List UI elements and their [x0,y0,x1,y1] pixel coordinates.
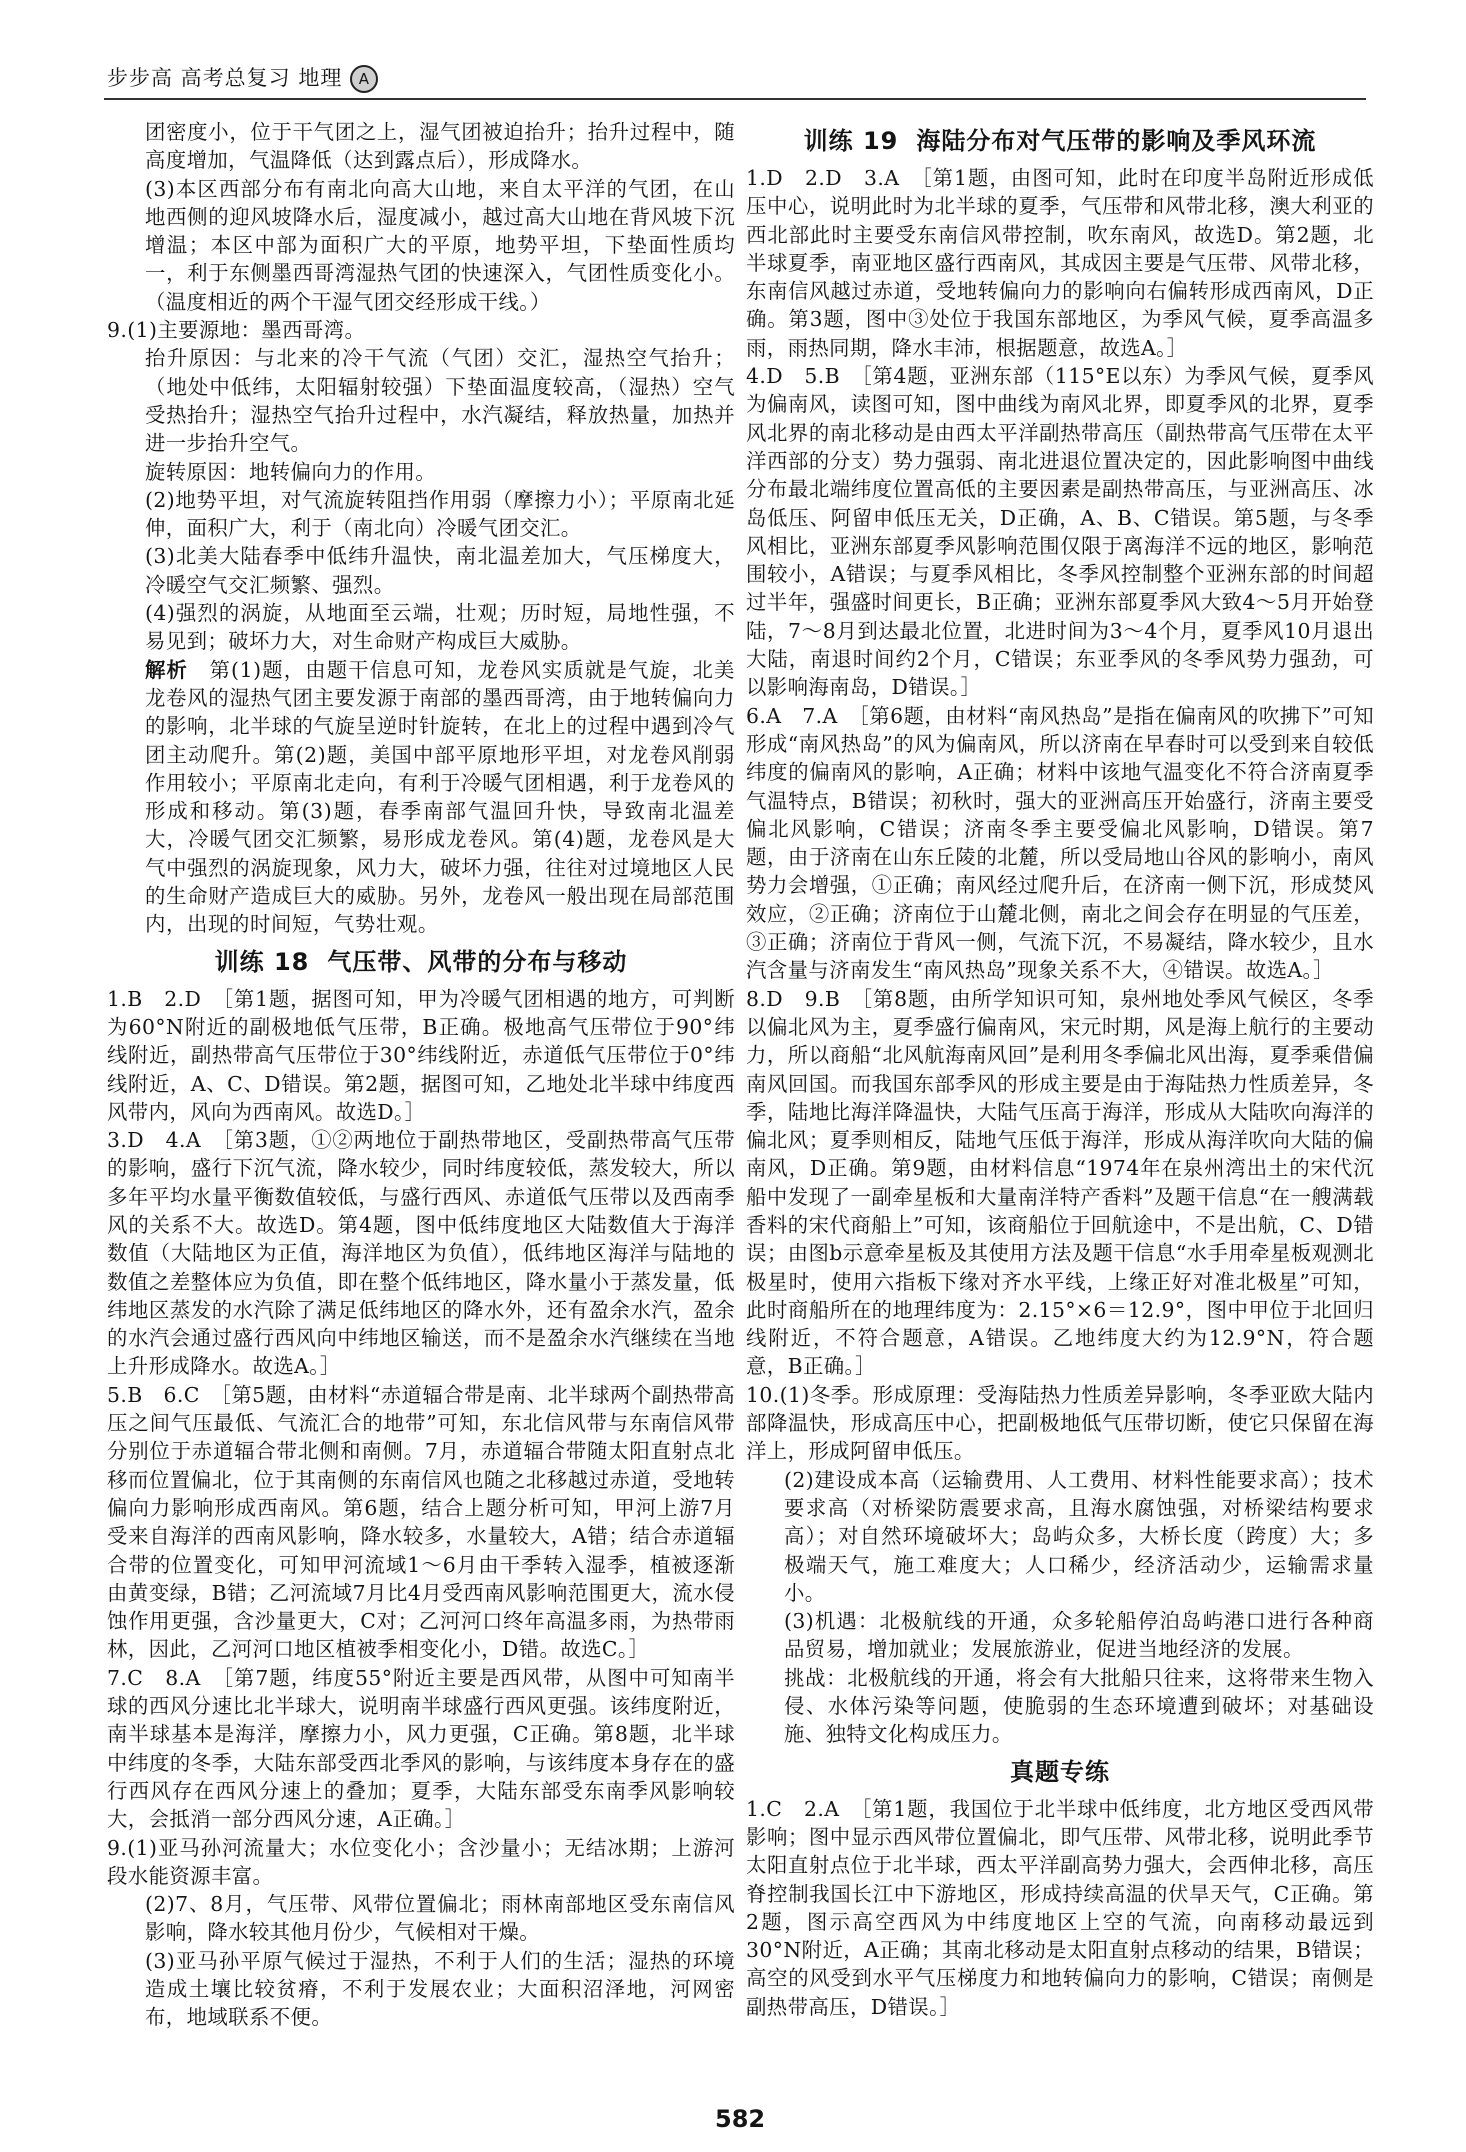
answer-item: 4.D 5.B ［第4题，亚洲东部（115°E以东）为季风气候，夏季风为偏南风，读图可知，图中曲线为南风北界，即夏季风的北界，夏季风北界的南北移动是由西太平洋副热带高压（副热带高气压带在太平洋西部的分支）势力强弱、南北进退位置决定的，因此影响图中曲线分布最北端纬度位置高低的主要因素是副热带高压，与亚洲高压、冰岛低压、阿留申低压无关，D正确，A、B、C错误。第5题，与冬季风相比，亚洲东部夏季风影响范围仅限于离海洋不远的地区，影响范围较小，A错误；与夏季风相比，冬季风控制整个亚洲东部的时间超过半年，强盛时间更长，B正确；亚洲东部夏季风大致4～5月开始登陆，7～8月到达最北位置，北进时间为3～4个月，夏季风10月退出大陆，南退时间约2个月，C错误；东亚季风的冬季风势力强劲，可以影响海南岛，D错误。］ [746,364,1374,700]
answer-item: 9.(1)亚马孙河流量大；水位变化小；含沙量小；无结冰期；上游河段水能资源丰富。 [107,1835,735,1888]
answer-item: 10.(1)冬季。形成原理：受海陆热力性质差异影响，冬季亚欧大陆内部降温快，形成高压中心，把副极地低气压带切断，使它只保留在海洋上，形成阿留申低压。 [746,1382,1374,1464]
answer-item: 9.(1)主要源地：墨西哥湾。 [107,318,366,343]
answer-item: 1.D 2.D 3.A ［第1题，由图可知，此时在印度半岛附近形成低压中心，说明此时为北半球的夏季，气压带和风带北移，澳大利亚的西北部此时主要受东南信风带控制，吹东南风，故选D。第2题，北半球夏季，南亚地区盛行西南风，其成因主要是气压带、风带北移，东南信风越过赤道，受地转偏向力的影响向右偏转形成西南风，D正确。第3题，图中③处位于我国东部地区，为季风气候，夏季高温多雨，雨热同期，降水丰沛，根据题意，故选A。］ [746,166,1374,360]
answer-item: 3.D 4.A ［第3题，①②两地位于副热带地区，受副热带高气压带的影响，盛行下沉气流，降水较少，同时纬度较低，蒸发较大，所以多年平均水量平衡数值较低，与盛行西风、赤道低气压带以及西南季风的关系不大。故选D。第4题，图中低纬度地区大陆数值大于海洋数值（大陆地区为正值，海洋地区为负值），低纬地区海洋与陆地的数值之差整体应为负值，即在整个低纬地区，降水量小于蒸发量，低纬地区蒸发的水汽除了满足低纬地区的降水外，还有盈余水汽，盈余的水汽会通过盛行西风向中纬地区输送，而不是盈余水汽继续在当地上升形成降水。故选A。］ [107,1128,735,1379]
answer-item: 1.C 2.A ［第1题，我国位于北半球中低纬度，北方地区受西风带影响；图中显示西风带位置偏北，即气压带、风带北移，说明此季节太阳直射点位于北半球，西太平洋副高势力强大，会西伸北移，高压脊控制我国长江中下游地区，形成持续高温的伏旱天气，C正确。第2题，图示高空西风为中纬度地区上空的气流，向南移动最远到30°N附近，A正确；其南北移动是太阳直射点移动的结果，B错误；高空的风受到水平气压梯度力和地转偏向力的影响，C错误；南侧是副热带高压，D错误。］ [746,1796,1374,2019]
answer-item: 6.A 7.A ［第6题，由材料“南风热岛”是指在偏南风的吹拂下”可知形成“南风热岛”的风为偏南风，所以济南在早春时可以受到来自较低纬度的偏南风的影响，A正确；材料中该地气温变化不符合济南夏季气温特点，B错误；初秋时，强大的亚洲高压开始盛行，济南主要受偏北风影响，C错误；济南冬季主要受偏北风影响，D错误。第7题，由于济南在山东丘陵的北麓，所以受局地山谷风的影响小，南风势力会增强，①正确；南风经过爬升后，在济南一侧下沉，形成焚风效应，②正确；济南位于山麓北侧，南北之间会存在明显的气压差，③正确；济南位于背风一侧，气流下沉，不易凝结，降水较少，且水汽含量与济南发生“南风热岛”现象关系不大，④错误。故选A。］ [746,703,1374,983]
page-header [107,62,1367,102]
answer-subitem: 挑战：北极航线的开通，将会有大批船只往来，这将带来生物入侵、水体污染等问题，使脆弱的生态环境遭到破坏；对基础设施、独特文化构成压力。 [784,1665,1374,1747]
header-title: 步步高 高考总复习 地理 A [107,62,378,93]
section-heading [107,945,735,979]
answer-subitem: (4)强烈的涡旋，从地面至云端，壮观；历时短，局地性强，不易见到；破坏力大，对生命财产构成巨大威胁。 [145,601,735,654]
answer-item: 7.C 8.A ［第7题，纬度55°附近主要是西风带，从图中可知南半球的西风分速比北半球大，说明南半球盛行西风更强。该纬度附近，南半球基本是海洋，摩擦力小，风力更强，C正确。第8题，北半球中纬度的冬季，大陆东部受西北季风的影响，与该纬度本身存在的盛行西风存在西风分速上的叠加；夏季，大陆东部受东南季风影响较大，会抵消一部分西风分速，A正确。］ [107,1665,735,1832]
answer-item: 1.B 2.D ［第1题，据图可知，甲为冷暖气团相遇的地方，可判断为60°N附近的副极地低气压带，B正确。极地高气压带位于90°纬线附近，副热带高气压带位于30°纬线附近，赤道低气压带位于0°纬线附近，A、C、D错误。第2题，据图可知，乙地处北半球中纬度西风带内，风向为西南风。故选D。］ [107,986,735,1124]
edition-badge: A [350,65,378,93]
answer-subitem: (2)建设成本高（运输费用、人工费用、材料性能要求高）；技术要求高（对桥梁防震要求高，且海水腐蚀强，对桥梁结构要求高）；对自然环境破坏大；岛屿众多，大桥长度（跨度）大；多极端天气，施工难度大；人口稀少，经济活动少，运输需求量小。 [784,1467,1374,1605]
answer-subitem: 抬升原因：与北来的冷干气流（气团）交汇，湿热空气抬升；（地处中低纬，太阳辐射较强）下垫面温度较高，（湿热）空气受热抬升；湿热空气抬升过程中，水汽凝结，释放热量，加热并进一步抬升空气。 [145,346,735,456]
answer-subitem: 旋转原因：地转偏向力的作用。 [145,459,437,484]
section-heading [746,1755,1374,1789]
answer-subitem: 团密度小，位于干气团之上，湿气团被迫抬升；抬升过程中，随高度增加，气温降低（达到露点后），形成降水。 [145,120,735,173]
section-title: 气压带、风带的分布与移动 [327,947,628,976]
analysis-label: 解析 [145,657,189,682]
section-heading [746,124,1374,158]
header-rule [104,98,1366,100]
analysis-text: 第(1)题，由题干信息可知，龙卷风实质就是气旋，北美龙卷风的湿热气团主要发源于南部的墨西哥湾，由于地转偏向力的影响，北半球的气旋呈逆时针旋转，在北上的过程中遇到冷气团主动爬升。第(2)题，美国中部平原地形平坦，对龙卷风削弱作用较小；平原南北走向，有利于冷暖气团相遇，利于龙卷风的形成和移动。第(3)题，春季南部气温回升快，导致南北温差大，冷暖气团交汇频繁，易形成龙卷风。第(4)题，龙卷风是大气中强烈的涡旋现象，风力大，破坏力强，往往对过境地区人民的生命财产造成巨大的威胁。另外，龙卷风一般出现在局部范围内，出现的时间短，气势壮观。 [145,657,735,937]
section-title: 海陆分布对气压带的影响及季风环流 [916,127,1317,155]
answer-subitem: (3)亚马孙平原气候过于湿热，不利于人们的生活；湿热的环境造成土壤比较贫瘠，不利于发展农业；大面积沼泽地，河网密布，地域联系不便。 [145,1948,735,2030]
right-column [746,118,1374,2078]
section-number: 训练 19 [803,127,899,155]
answer-subitem: (3)本区西部分布有南北向高大山地，来自太平洋的气团，在山地西侧的迎风坡降水后，湿度减小，越过高大山地在背风坡下沉增温；本区中部为面积广大的平原，地势平坦，下垫面性质均一，利于东侧墨西哥湾湿热气团的快速深入，气团性质变化小。（温度相近的两个干湿气团交经形成干线。） [145,176,735,314]
answer-item: 8.D 9.B ［第8题，由所学知识可知，泉州地处季风气候区，冬季以偏北风为主，夏季盛行偏南风，宋元时期，风是海上航行的主要动力，所以商船“北风航海南风回”是利用冬季偏北风出海，夏季乘借偏南风回国。而我国东部季风的形成主要是由于海陆热力性质差异，冬季，陆地比海洋降温快，大陆气压高于海洋，形成从大陆吹向海洋的偏北风；夏季则相反，陆地气压低于海洋，形成从海洋吹向大陆的偏南风，D正确。第9题，由材料信息“1974年在泉州湾出土的宋代沉船中发现了一副牵星板和大量南洋特产香料”及题干信息“在一艘满载香料的宋代商船上”可知，该商船位于回航途中，不是出航，C、D错误；由图b示意牵星板及其使用方法及题干信息“水手用牵星板观测北极星时，使用六指板下缘对齐水平线，上缘正好对准北极星”可知，此时商船所在的地理纬度为：2.15°×6＝12.9°，图中甲位于北回归线附近，不符合题意，A错误。乙地纬度大约为12.9°N，符合题意，B正确。］ [746,986,1374,1379]
answer-subitem: (2)7、8月，气压带、风带位置偏北；雨林南部地区受东南信风影响，降水较其他月份少，气候相对干燥。 [145,1892,735,1945]
page-number: 582 [715,2105,766,2133]
section-number: 训练 18 [214,947,310,976]
section-title: 真题专练 [1010,1757,1110,1786]
analysis-paragraph [107,656,735,939]
answer-item: 5.B 6.C ［第5题，由材料“赤道辐合带是南、北半球两个副热带高压之间气压最低、气流汇合的地带”可知，东北信风带与东南信风带分别位于赤道辐合带北侧和南侧。7月，赤道辐合带随太阳直射点北移而位置偏北，位于其南侧的东南信风也随之北移越过赤道，受地转偏向力影响形成西南风。第6题，结合上题分析可知，甲河上游7月受来自海洋的西南风影响，降水较多，水量较大，A错；结合赤道辐合带的位置变化，可知甲河流域1～6月由干季转入湿季，植被逐渐由黄变绿，B错；乙河流域7月比4月受西南风影响范围更大，流水侵蚀作用更强，含沙量更大，C对；乙河河口终年高温多雨，为热带雨林，因此，乙河河口地区植被季相变化小，D错。故选C。］ [107,1382,735,1662]
answer-subitem: (2)地势平坦，对气流旋转阻挡作用弱（摩擦力小）；平原南北延伸，面积广大，利于（南北向）冷暖气团交汇。 [145,487,735,541]
answer-subitem: (3)机遇：北极航线的开通，众多轮船停泊岛屿港口进行各种商品贸易，增加就业；发展旅游业，促进当地经济的发展。 [784,1609,1374,1662]
left-column [107,118,735,2078]
answer-subitem: (3)北美大陆春季中低纬升温快，南北温差加大，气压梯度大，冷暖空气交汇频繁、强烈。 [145,544,735,597]
